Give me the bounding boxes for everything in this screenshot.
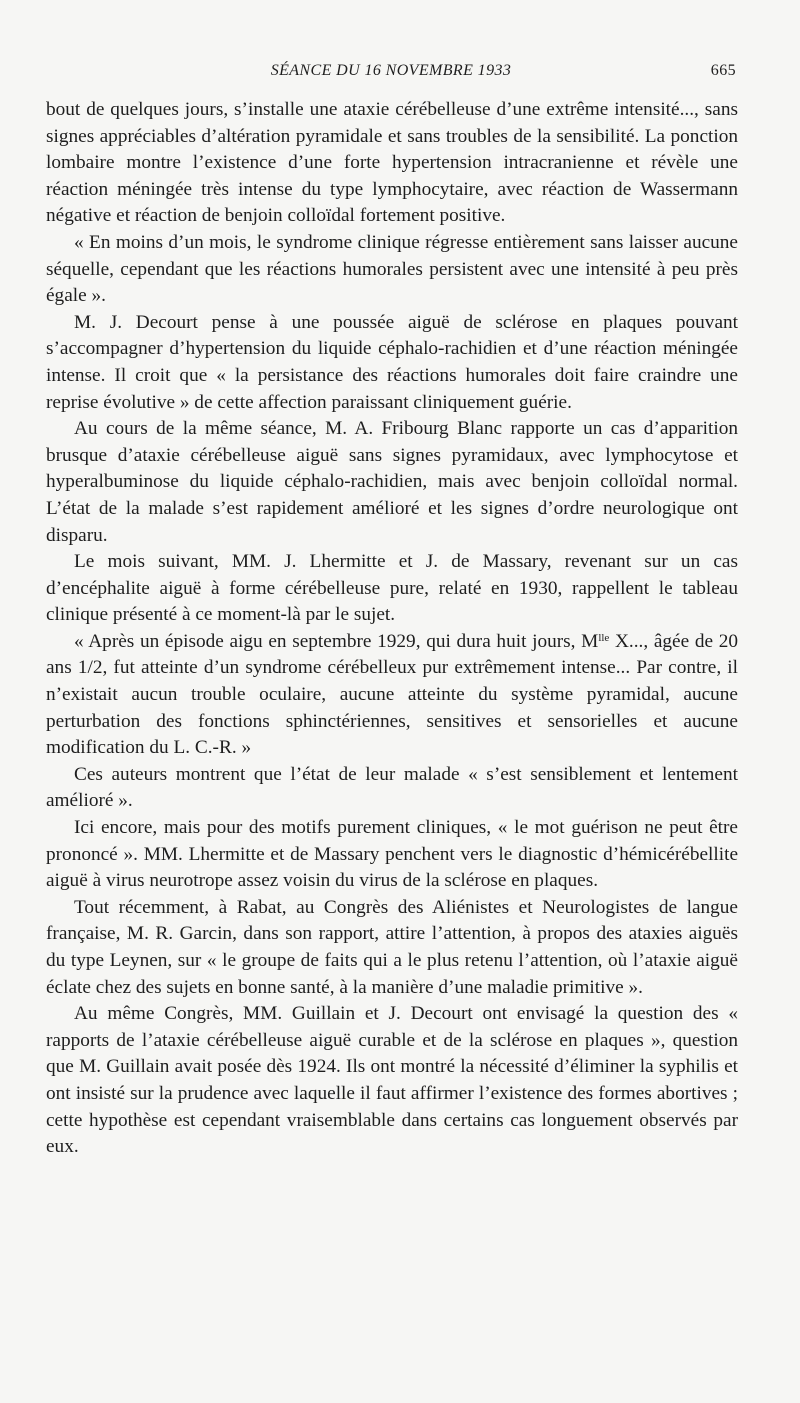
paragraph-10: Au même Congrès, MM. Guillain et J. Decourt ont envisagé la question des « rapports de l’ataxie cérébelleuse aiguë curable et de la sclérose en plaques », question que M. Guillain avait posée dès 1924. Ils ont montré la nécessité d’éliminer la syphilis et ont insisté sur la prudence avec laquelle il faut affirmer l’existence des formes abortives ; cette hypothèse est cependant vraisemblable dans certains cas longuement observés par eux. xyxy=(46,1003,738,1158)
paragraph-5: Le mois suivant, MM. J. Lhermitte et J. de Massary, revenant sur un cas d’encéphalite aiguë à forme cérébelleuse pure, relaté en 1930, rappellent le tableau clinique présenté à ce moment-là par le sujet. xyxy=(46,551,738,626)
paragraph-3: M. J. Decourt pense à une poussée aiguë de sclérose en plaques pouvant s’accompagner d’hypertension du liquide céphalo-rachidien et d’une réaction méningée intense. Il croit que « la persistance des réactions humorales doit faire craindre une reprise évolutive » de cette affection paraissant cliniquement guérie. xyxy=(46,311,738,413)
page-number: 665 xyxy=(710,62,736,79)
paragraph-2: « En moins d’un mois, le syndrome clinique régresse entièrement sans laisser aucune séquelle, cependant que les réactions humorales persistent avec une intensité à peu près égale ». xyxy=(46,231,738,307)
body-text xyxy=(46,97,738,1161)
paragraph-9: Tout récemment, à Rabat, au Congrès des Aliénistes et Neurologistes de langue française, M. R. Garcin, dans son rapport, attire l’attention, à propos des ataxies aiguës du type Leynen, sur « le groupe de faits qui a le plus retenu l’attention, où l’ataxie aiguë éclate chez des sujets en bonne santé, à la manière d’une maladie primitive ». xyxy=(46,896,738,998)
quote-start: « Après un épisode aigu en septembre 1929, qui dura huit jours, M xyxy=(74,630,599,652)
paragraph-8: Ici encore, mais pour des motifs purement cliniques, « le mot guérison ne peut être prononcé ». MM. Lhermitte et de Massary penchent vers le diagnostic d’hémicérébellite aiguë à virus neurotrope assez voisin du virus de la sclérose en plaques. xyxy=(46,817,738,892)
superscript-lle: lle xyxy=(598,631,610,644)
paragraph-1: bout de quelques jours, s’installe une ataxie cérébelleuse d’une extrême intensité..., sans signes appréciables d’altération pyramidale et sans troubles de la sensibilité. La ponction lombaire montre l’existence d’une forte hypertension intracranienne et révèle une réaction méningée très intense du type lymphocytaire, avec réaction de Wassermann négative et réaction de benjoin colloïdal fortement positive. xyxy=(46,99,738,227)
running-title: SÉANCE DU 16 NOVEMBRE 1933 xyxy=(270,62,512,79)
paragraph-6 xyxy=(46,629,738,762)
page-header xyxy=(46,62,736,86)
quote-rest: X..., âgée de 20 ans 1/2, fut atteinte d’un syndrome cérébelleux pur extrêmement intense... Par contre, il n’existait aucun trouble oculaire, aucune atteinte du système pyramidal, aucune perturbation des fonctions sphinctériennes, sensitives et sensorielles et aucune modification du L. C.-R. » xyxy=(46,630,738,759)
paragraph-7: Ces auteurs montrent que l’état de leur malade « s’est sensiblement et lentement amélioré ». xyxy=(46,763,738,812)
paragraph-4: Au cours de la même séance, M. A. Fribourg Blanc rapporte un cas d’apparition brusque d’ataxie cérébelleuse aiguë sans signes pyramidaux, avec lymphocytose et hyperalbuminose du liquide céphalo-rachidien, mais avec benjoin colloïdal normal. L’état de la malade s’est rapidement amélioré et les signes d’ordre neurologique ont disparu. xyxy=(46,418,738,546)
